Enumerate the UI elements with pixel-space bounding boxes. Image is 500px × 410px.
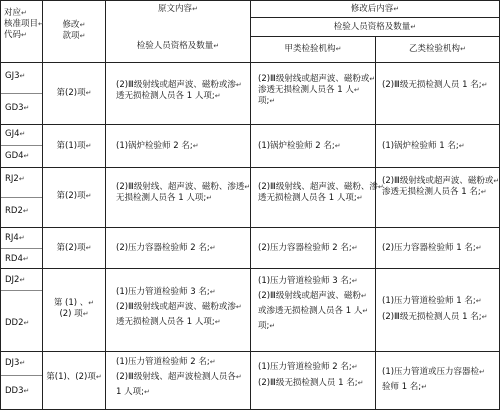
code-cell: DJ2↵: [5, 275, 26, 285]
paragraph-mark-icon: ↵: [19, 72, 26, 80]
column-divider: [250, 0, 251, 410]
class-a-cell: (1)锅炉检验师 2 名;↵: [258, 141, 341, 151]
class-a-cell: [258, 74, 375, 107]
class-b-cell: [382, 367, 485, 393]
paragraph-mark-icon: ↵: [410, 23, 417, 31]
paragraph-mark-icon: ↵: [19, 276, 26, 284]
code-cell: GJ3↵: [5, 71, 26, 81]
header-clause-label: [44, 20, 104, 42]
paragraph-mark-icon: ↵: [357, 379, 364, 387]
paragraph-mark-icon: ↵: [362, 307, 369, 315]
original-cell: (1)锅炉检验师 2 名;↵: [116, 141, 199, 151]
class-b-cell: [382, 296, 487, 323]
paragraph-mark-icon: ↵: [18, 234, 25, 242]
paragraph-mark-icon: ↵: [369, 75, 376, 83]
paragraph-mark-icon: ↵: [479, 368, 485, 376]
code-cell: GJ4↵: [5, 129, 26, 139]
original-cell: (2)压力容器检验师 2 名;↵: [116, 243, 216, 253]
paragraph-mark-icon: ↵: [38, 20, 44, 28]
cell-line: (1)压力管道检验师 2 名;↵: [116, 357, 216, 367]
class-a-cell: [258, 362, 363, 389]
code-cell: RD2↵: [5, 206, 29, 216]
paragraph-mark-icon: ↵: [79, 32, 86, 40]
paragraph-mark-icon: ↵: [85, 192, 92, 200]
paragraph-mark-icon: ↵: [458, 142, 465, 150]
cell-line: 项;↵: [258, 321, 276, 331]
code-subdivider: [0, 145, 42, 146]
code-subdivider: [0, 197, 42, 198]
clause-cell: 第(1)、(2)项↵: [46, 372, 102, 382]
paragraph-mark-icon: ↵: [213, 42, 220, 50]
paragraph-mark-icon: ↵: [95, 373, 102, 381]
cell-line: (2)Ⅲ级射线、超声波、磁粉、渗透↵: [116, 182, 251, 192]
header-code-label: [4, 8, 44, 41]
cell-line: (2)Ⅲ级无损检测人员 1 名;↵: [258, 378, 364, 388]
cell-line: (2)Ⅲ级射线或超声波、磁粉或渗↵: [116, 302, 242, 312]
class-b-cell: (1)锅炉检验师 1 名;↵: [382, 141, 465, 151]
paragraph-mark-icon: ↵: [22, 255, 29, 263]
class-a-cell: (2)压力容器检验师 2 名;↵: [258, 243, 358, 253]
cell-line: 透无损检测人员各 1 人项;↵: [116, 317, 221, 327]
paragraph-mark-icon: ↵: [377, 183, 384, 191]
paragraph-mark-icon: ↵: [393, 5, 400, 13]
clause-cell: 第(1)项↵: [56, 141, 92, 151]
cell-line: 无损检测人员各 1 人项;↵: [116, 193, 213, 203]
paragraph-mark-icon: ↵: [493, 177, 500, 185]
code-subdivider: [0, 93, 42, 94]
paragraph-mark-icon: ↵: [481, 313, 488, 321]
class-b-cell: [382, 176, 499, 198]
paragraph-mark-icon: ↵: [21, 9, 27, 17]
paragraph-mark-icon: ↵: [460, 45, 466, 53]
paragraph-mark-icon: ↵: [214, 318, 221, 326]
cell-line: (1)压力管道或压力容器检↵: [382, 367, 485, 377]
class-b-cell: (2)压力容器检验师 1 名;↵: [382, 243, 482, 253]
original-cell: [116, 357, 242, 398]
header-clause-line: 款项↵: [62, 31, 86, 41]
paragraph-mark-icon: ↵: [85, 142, 92, 150]
paragraph-mark-icon: ↵: [88, 299, 95, 307]
cell-line: 1 人项;↵: [116, 387, 150, 397]
code-subdivider: [0, 375, 42, 376]
cell-line: 渗透无损检测人员各 1 名;↵: [382, 187, 487, 197]
header-modified-sub: 检验人员资格及数量↵: [333, 22, 417, 32]
cell-line: (2)Ⅲ级射线或超声波、磁粉或↵: [382, 176, 500, 186]
original-cell: [116, 182, 250, 204]
paragraph-mark-icon: ↵: [79, 21, 86, 29]
paragraph-mark-icon: ↵: [209, 288, 216, 296]
code-cell: DD2↵: [5, 318, 30, 328]
column-divider: [105, 0, 106, 410]
clause-cell: 第(2)项↵: [56, 243, 92, 253]
code-cell: GD4↵: [5, 151, 30, 161]
paragraph-mark-icon: ↵: [23, 152, 30, 160]
paragraph-mark-icon: ↵: [82, 310, 89, 318]
clause-cell: [43, 298, 105, 320]
paragraph-mark-icon: ↵: [214, 92, 221, 100]
paragraph-mark-icon: ↵: [23, 319, 30, 327]
cell-line: (2) 项↵: [59, 309, 89, 319]
paragraph-mark-icon: ↵: [206, 194, 213, 202]
paragraph-mark-icon: ↵: [209, 358, 216, 366]
table-border-left: [0, 0, 1, 410]
paragraph-mark-icon: ↵: [192, 5, 198, 13]
header-modified-content: 修改后内容↵: [350, 4, 400, 14]
paragraph-mark-icon: ↵: [209, 244, 216, 252]
code-cell: GD3↵: [5, 103, 30, 113]
header-original-content: 原文内容↵: [158, 4, 198, 14]
header-divider-1: [250, 17, 500, 18]
paragraph-mark-icon: ↵: [334, 142, 341, 150]
class-a-cell: [258, 182, 384, 204]
code-cell: RD4↵: [5, 254, 29, 264]
paragraph-mark-icon: ↵: [23, 104, 30, 112]
cell-line: (2)Ⅲ级射线或超声波、磁粉或渗↵: [116, 80, 242, 90]
paragraph-mark-icon: ↵: [23, 387, 30, 395]
paragraph-mark-icon: ↵: [475, 297, 482, 305]
paragraph-mark-icon: ↵: [21, 31, 27, 39]
cell-line: (2)Ⅲ级射线或超声波、磁粉↵: [258, 291, 367, 301]
paragraph-mark-icon: ↵: [235, 81, 242, 89]
paragraph-mark-icon: ↵: [192, 142, 199, 150]
cell-line: (1)压力管道检验师 3 名;↵: [116, 287, 216, 297]
paragraph-mark-icon: ↵: [421, 383, 428, 391]
cell-line: 项;↵: [258, 96, 276, 106]
class-b-cell: [382, 80, 487, 91]
header-original-sub: 检验人员资格及数量↵: [136, 41, 220, 51]
header-class-b: 乙类检验机构↵: [409, 44, 466, 54]
cell-line: 第 (1) 、↵: [53, 298, 95, 308]
paragraph-mark-icon: ↵: [22, 207, 29, 215]
paragraph-mark-icon: ↵: [475, 244, 482, 252]
header-code-line: 核准项目↵: [4, 19, 44, 29]
original-cell: [116, 287, 242, 328]
code-cell: DD3↵: [5, 386, 30, 396]
column-divider: [42, 0, 43, 410]
paragraph-mark-icon: ↵: [351, 363, 358, 371]
paragraph-mark-icon: ↵: [18, 175, 25, 183]
cell-line: (1)压力管道检验师 2 名;↵: [258, 362, 358, 372]
cell-line: 透无损检测人员各 1 人项;↵: [258, 193, 363, 203]
cell-line: 或渗透无损检测人员各 1 人↵: [258, 306, 369, 316]
class-a-cell: [258, 276, 368, 332]
code-cell: RJ4↵: [5, 233, 25, 243]
paragraph-mark-icon: ↵: [351, 244, 358, 252]
code-cell: RJ2↵: [5, 174, 25, 184]
header-code-line: 代码↵: [4, 30, 27, 40]
paragraph-mark-icon: ↵: [269, 97, 276, 105]
cell-line: 验师 1 名;↵: [382, 382, 428, 392]
paragraph-mark-icon: ↵: [360, 292, 367, 300]
paragraph-mark-icon: ↵: [85, 89, 92, 97]
paragraph-mark-icon: ↵: [269, 322, 276, 330]
cell-line: 透无损检测人员各 1 人项;↵: [116, 91, 221, 101]
paragraph-mark-icon: ↵: [244, 183, 251, 191]
cell-line: (2)Ⅲ级射线、超声波、磁粉、渗↵: [258, 182, 384, 192]
paragraph-mark-icon: ↵: [481, 81, 488, 89]
cell-line: 渗透无损检测人员各 1 人↵: [258, 85, 360, 95]
cell-line: (1)压力管道检验师 3 名;↵: [258, 276, 358, 286]
paragraph-mark-icon: ↵: [480, 188, 487, 196]
cell-line: (1)压力管道检验师 1 名;↵: [382, 296, 482, 306]
paragraph-mark-icon: ↵: [356, 194, 363, 202]
paragraph-mark-icon: ↵: [85, 244, 92, 252]
original-cell: [116, 80, 242, 102]
cell-line: (2)Ⅲ级射线或超声波、磁粉或↵: [258, 74, 376, 84]
header-code-line: 对应↵: [4, 8, 27, 18]
cell-line: (2)Ⅲ级射线、超声波检测人员各↵: [116, 372, 242, 382]
header-clause-line: 修改↵: [62, 20, 86, 30]
clause-cell: 第(2)项↵: [56, 191, 92, 201]
paragraph-mark-icon: ↵: [335, 45, 342, 53]
paragraph-mark-icon: ↵: [353, 86, 360, 94]
cell-line: (2)Ⅲ级无损检测人员 1 名;↵: [382, 80, 488, 90]
paragraph-mark-icon: ↵: [143, 388, 150, 396]
paragraph-mark-icon: ↵: [235, 373, 242, 381]
cell-line: (2)Ⅲ级无损检测人员 1 名;↵: [382, 312, 488, 322]
paragraph-mark-icon: ↵: [351, 277, 358, 285]
paragraph-mark-icon: ↵: [19, 130, 26, 138]
paragraph-mark-icon: ↵: [19, 359, 26, 367]
clause-cell: 第(2)项↵: [56, 88, 92, 98]
header-class-a: 甲类检验机构↵: [284, 44, 342, 54]
code-subdivider: [0, 248, 42, 249]
code-subdivider: [0, 290, 42, 291]
paragraph-mark-icon: ↵: [235, 303, 242, 311]
code-cell: DJ3↵: [5, 358, 26, 368]
